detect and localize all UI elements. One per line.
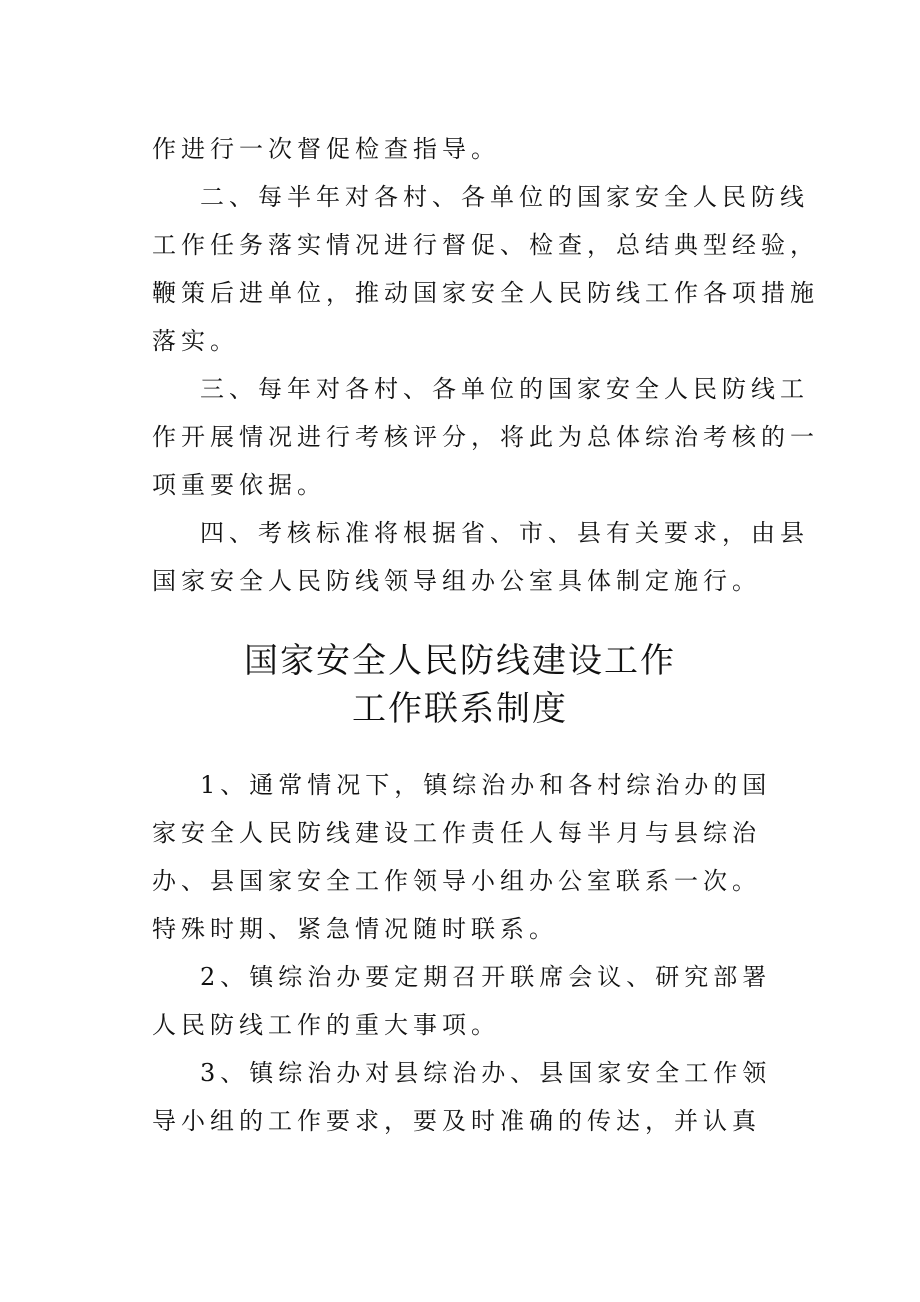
paragraph-line: 3、镇综治办对县综治办、县国家安全工作领 bbox=[200, 1059, 772, 1087]
section-title-line-1: 国家安全人民防线建设工作 bbox=[244, 641, 676, 681]
paragraph-line: 作开展情况进行考核评分，将此为总体综治考核的一 bbox=[152, 423, 819, 451]
paragraph-line: 办、县国家安全工作领导小组办公室联系一次。 bbox=[152, 867, 761, 895]
section-title-line-2: 工作联系制度 bbox=[352, 689, 568, 729]
paragraph-line: 家安全人民防线建设工作责任人每半月与县综治 bbox=[152, 819, 761, 847]
section-contact-system-text bbox=[152, 761, 772, 1145]
paragraph-line: 导小组的工作要求，要及时准确的传达，并认真 bbox=[152, 1107, 761, 1135]
paragraph-line: 2、镇综治办要定期召开联席会议、研究部署 bbox=[200, 963, 772, 991]
paragraph-line: 工作任务落实情况进行督促、检查，总结典型经验， bbox=[152, 231, 819, 259]
section-evaluation-text bbox=[152, 125, 819, 605]
paragraph-line: 鞭策后进单位，推动国家安全人民防线工作各项措施 bbox=[152, 279, 819, 307]
paragraph-line: 四、考核标准将根据省、市、县有关要求，由县 bbox=[200, 519, 809, 547]
paragraph-line: 国家安全人民防线领导组办公室具体制定施行。 bbox=[152, 567, 761, 595]
paragraph-line: 二、每半年对各村、各单位的国家安全人民防线 bbox=[200, 183, 809, 211]
paragraph-line: 项重要依据。 bbox=[152, 471, 326, 499]
paragraph-line: 落实。 bbox=[152, 327, 239, 355]
paragraph-line: 1、通常情况下，镇综治办和各村综治办的国 bbox=[200, 771, 772, 799]
paragraph-line: 人民防线工作的重大事项。 bbox=[152, 1011, 500, 1039]
paragraph-line: 三、每年对各村、各单位的国家安全人民防线工 bbox=[200, 375, 809, 403]
paragraph-line: 作进行一次督促检查指导。 bbox=[152, 135, 500, 163]
paragraph-line: 特殊时期、紧急情况随时联系。 bbox=[152, 915, 558, 943]
